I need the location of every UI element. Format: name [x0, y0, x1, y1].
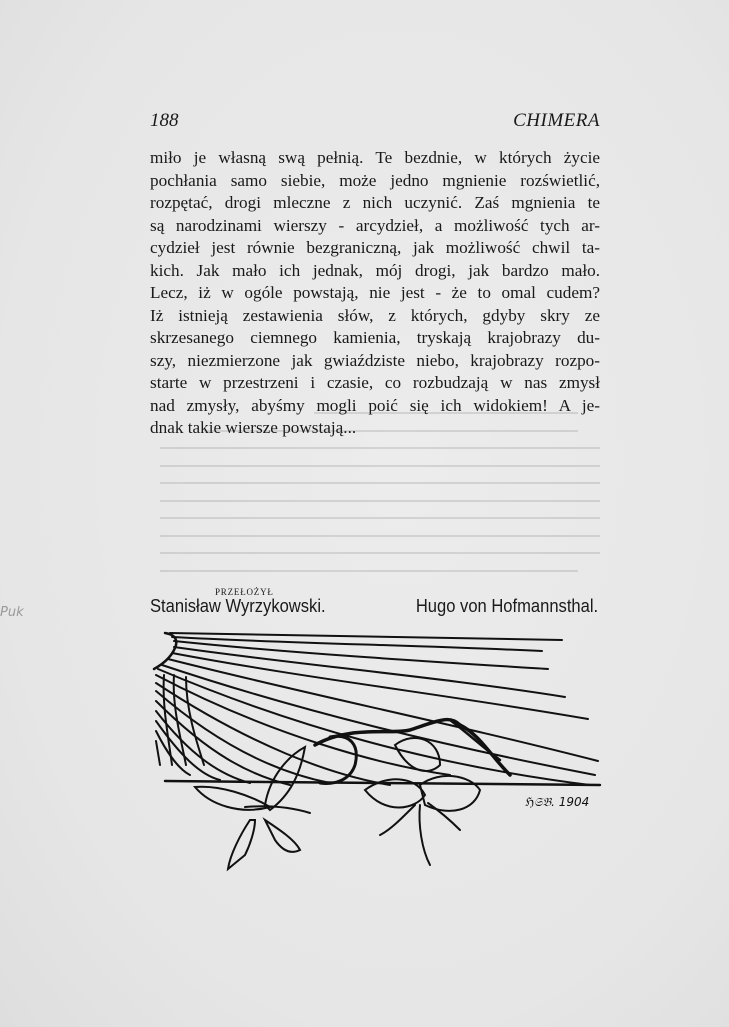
margin-note: Puk	[0, 605, 24, 620]
page-number: 188	[150, 110, 179, 131]
text-line: nad zmysły, abyśmy mogli poić się ich widokiem! A je-	[150, 395, 600, 415]
artist-signature: ℌ𝔖𝔅. 1904	[525, 795, 590, 809]
text-line: rozpętać, drogi mleczne z nich uczynić. Zaś mgnienia te	[150, 193, 600, 212]
translator-name: Stanisław Wyrzykowski.	[150, 596, 326, 616]
text-line: Iż istnieją zestawienia słów, z których, gdyby skry ze	[150, 305, 600, 325]
text-line: cydzieł jest równie bezgraniczną, jak możliwość chwil ta-	[150, 238, 600, 257]
text-line: skrzesanego ciemnego kamienia, tryskają krajobrazy du-	[150, 328, 600, 347]
text-line: miło je własną swą pełnią. Te bezdnie, w których życie	[150, 148, 600, 167]
text-line: kich. Jak mało ich jednak, mój drogi, jak bardzo mało.	[150, 260, 600, 280]
body-text	[150, 147, 600, 440]
text-line: pochłania samo siebie, może jedno mgnienie rozświetlić,	[150, 170, 600, 190]
text-line: Lecz, iż w ogóle powstają, nie jest - że to omal cudem?	[150, 283, 600, 302]
lily-illustration	[150, 625, 610, 875]
text-line: szy, niezmierzone jak gwiaździste niebo, krajobrazy rozpo-	[150, 350, 600, 370]
translator-label: PRZEŁOŻYŁ	[215, 587, 274, 597]
journal-title: CHIMERA	[513, 110, 600, 131]
text-line: dnak takie wiersze powstają...	[150, 418, 357, 437]
text-line: są narodzinami wierszy - arcydzieł, a możliwość tych ar-	[150, 215, 600, 235]
show-through-text	[160, 412, 600, 587]
text-line: starte w przestrzeni i czasie, co rozbudzają w nas zmysł	[150, 373, 600, 392]
running-head	[150, 110, 600, 134]
author-name: Hugo von Hofmannsthal.	[415, 596, 598, 616]
